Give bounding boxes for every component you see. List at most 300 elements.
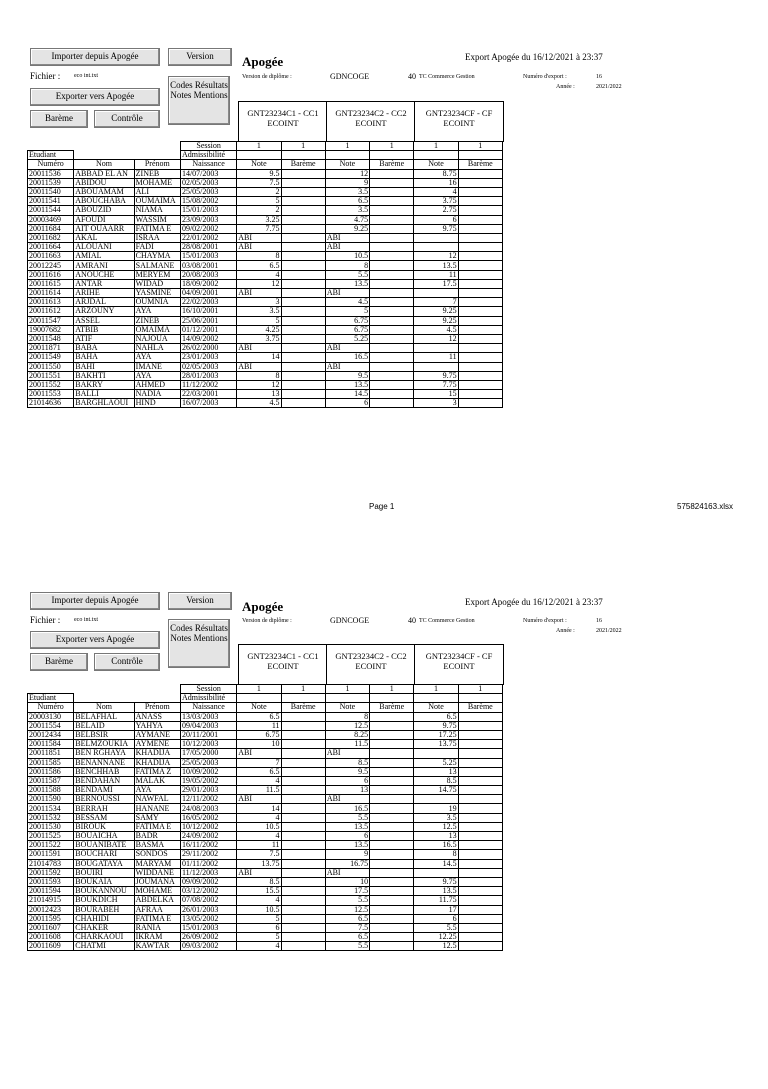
grade-note: 12 <box>237 279 281 288</box>
grade-note: 12.5 <box>414 822 458 831</box>
student-name: ABOUZID <box>74 206 134 215</box>
grade-note: 10.5 <box>325 252 369 261</box>
grade-note: 13.75 <box>237 859 281 868</box>
student-birthdate: 29/11/2002 <box>180 850 236 859</box>
student-number: 20011607 <box>28 923 74 932</box>
grade-bareme <box>458 923 502 932</box>
grade-note: 9.25 <box>414 307 458 316</box>
grade-bareme <box>458 749 502 758</box>
student-firstname: SALMANE <box>134 261 180 270</box>
grade-note: 5.5 <box>325 270 369 279</box>
session-label: Session <box>180 685 236 694</box>
student-birthdate: 09/02/2002 <box>180 224 236 233</box>
grade-bareme <box>281 933 325 942</box>
grade-note: 3 <box>237 298 281 307</box>
table-row <box>28 877 503 886</box>
student-firstname: KHADIJA <box>134 758 180 767</box>
grade-note: 6.75 <box>325 325 369 334</box>
student-name: ANOUCHE <box>74 270 134 279</box>
grade-bareme <box>458 786 502 795</box>
grade-note: 5 <box>237 316 281 325</box>
table-row <box>28 289 503 298</box>
student-name: BOUKANNOU <box>74 887 134 896</box>
session-value: 1 <box>237 142 281 151</box>
student-number: 20011522 <box>28 841 74 850</box>
grade-note: 6.5 <box>237 767 281 776</box>
grade-bareme <box>370 344 414 353</box>
grade-bareme <box>370 841 414 850</box>
session-value: 1 <box>414 685 458 694</box>
grade-bareme <box>281 233 325 242</box>
grade-bareme <box>458 279 502 288</box>
numero-export-label: Numéro d'export : <box>523 74 567 80</box>
student-name: ARJDAL <box>74 298 134 307</box>
grade-note: 8 <box>325 712 369 721</box>
controle-button[interactable]: Contrôle <box>94 110 160 128</box>
numero-export-value: 16 <box>596 74 602 80</box>
student-firstname: WIDDANE <box>134 868 180 877</box>
numero-export-label: Numéro d'export : <box>523 618 567 624</box>
student-number: 20011525 <box>28 832 74 841</box>
grade-bareme <box>458 868 502 877</box>
student-number: 20011540 <box>28 187 74 196</box>
student-number: 20011547 <box>28 316 74 325</box>
column-header-note: Note <box>325 160 369 169</box>
table-row <box>28 813 503 822</box>
grade-bareme <box>370 270 414 279</box>
table-row <box>28 740 503 749</box>
grade-note: 6 <box>414 215 458 224</box>
grade-bareme <box>281 298 325 307</box>
cf-header: GNT23234CF - CF ECOINT <box>425 651 493 671</box>
student-birthdate: 22/03/2001 <box>180 390 236 399</box>
import-apogee-button[interactable]: Importer depuis Apogée <box>30 592 160 610</box>
column-header-bareme: Barème <box>458 160 502 169</box>
grade-note: 12.5 <box>325 905 369 914</box>
student-birthdate: 26/09/2002 <box>180 933 236 942</box>
grade-bareme <box>458 721 502 730</box>
grade-note: 5 <box>237 197 281 206</box>
table-row <box>28 362 503 371</box>
student-number: 19007682 <box>28 325 74 334</box>
student-firstname: NAJOUA <box>134 334 180 343</box>
table-row <box>28 896 503 905</box>
student-number: 20011609 <box>28 942 74 951</box>
grade-bareme <box>458 942 502 951</box>
student-firstname: AYA <box>134 353 180 362</box>
grade-note <box>414 795 458 804</box>
student-birthdate: 16/05/2002 <box>180 813 236 822</box>
table-row <box>28 933 503 942</box>
session-value: 1 <box>325 685 369 694</box>
grade-bareme <box>458 712 502 721</box>
grade-note: 5.5 <box>414 923 458 932</box>
session-value: 1 <box>370 142 414 151</box>
student-birthdate: 28/08/2001 <box>180 243 236 252</box>
grade-bareme <box>458 215 502 224</box>
student-firstname: ALI <box>134 187 180 196</box>
empty-cell <box>134 685 180 694</box>
grade-bareme <box>370 353 414 362</box>
grade-note: 19 <box>414 804 458 813</box>
student-number: 20011534 <box>28 804 74 813</box>
grade-note: 4 <box>237 832 281 841</box>
column-header-note: Note <box>237 703 281 712</box>
table-row <box>28 914 503 923</box>
cf-header: GNT23234CF - CF ECOINT <box>425 108 493 128</box>
cc1-header: GNT23234C1 - CC1 ECOINT <box>247 651 319 671</box>
student-number: 20011591 <box>28 850 74 859</box>
grade-note: 10.5 <box>237 822 281 831</box>
grade-note: 9.5 <box>325 371 369 380</box>
grade-note: 3.5 <box>325 206 369 215</box>
grade-bareme <box>458 399 502 408</box>
student-firstname: KHADIJA <box>134 749 180 758</box>
grade-note: 15 <box>414 390 458 399</box>
column-header-numero: Numéro <box>28 160 74 169</box>
student-firstname: WASSIM <box>134 215 180 224</box>
grade-bareme <box>370 905 414 914</box>
grade-note: 16 <box>414 178 458 187</box>
grade-note: 13.5 <box>325 841 369 850</box>
grade-bareme <box>281 914 325 923</box>
grade-note: 6 <box>325 776 369 785</box>
grade-bareme <box>370 877 414 886</box>
grade-note: 12.5 <box>325 721 369 730</box>
export-apogee-button[interactable]: Exporter vers Apogée <box>30 88 160 106</box>
grade-note: 15.5 <box>237 887 281 896</box>
fichier-value: eco int.txt <box>74 73 98 79</box>
grade-note: ABI <box>237 344 281 353</box>
student-number: 20011553 <box>28 390 74 399</box>
grade-note: 9.25 <box>414 316 458 325</box>
grade-bareme <box>370 390 414 399</box>
grade-note <box>414 362 458 371</box>
grade-note: 4 <box>237 776 281 785</box>
column-header-bareme: Barème <box>370 160 414 169</box>
grade-bareme <box>370 914 414 923</box>
grade-bareme <box>370 261 414 270</box>
grade-bareme <box>281 721 325 730</box>
grade-note: 12 <box>414 252 458 261</box>
student-firstname: OMAIMA <box>134 325 180 334</box>
student-number: 20011614 <box>28 289 74 298</box>
grade-note: 10.5 <box>237 905 281 914</box>
grade-note: ABI <box>325 344 369 353</box>
grade-note: 4 <box>237 270 281 279</box>
grade-note: 14 <box>237 353 281 362</box>
cc2-header: GNT23234C2 - CC2 ECOINT <box>335 108 407 128</box>
grade-bareme <box>281 169 325 178</box>
table-row <box>28 325 503 334</box>
table-row <box>28 334 503 343</box>
column-header-bareme: Barème <box>281 703 325 712</box>
student-name: AFOUDI <box>74 215 134 224</box>
student-name: BELBSIR <box>74 730 134 739</box>
grade-bareme <box>458 887 502 896</box>
session-value: 1 <box>281 685 325 694</box>
grade-bareme <box>370 942 414 951</box>
grade-note: 6.5 <box>237 261 281 270</box>
grade-bareme <box>458 758 502 767</box>
student-name: BOUGATAYA <box>74 859 134 868</box>
grade-note: 11 <box>414 353 458 362</box>
student-firstname: AFRAA <box>134 905 180 914</box>
grade-bareme <box>458 795 502 804</box>
student-birthdate: 23/09/2003 <box>180 215 236 224</box>
grade-note: 2 <box>237 206 281 215</box>
student-number: 20011663 <box>28 252 74 261</box>
diplome-code: GDNCOGE <box>330 616 370 625</box>
student-birthdate: 10/12/2003 <box>180 740 236 749</box>
import-apogee-button[interactable]: Importer depuis Apogée <box>30 48 160 66</box>
student-name: AIT OUAARR <box>74 224 134 233</box>
grade-bareme <box>281 887 325 896</box>
student-firstname: MALAK <box>134 776 180 785</box>
session-value: 1 <box>281 142 325 151</box>
table-row <box>28 353 503 362</box>
student-number: 20011594 <box>28 887 74 896</box>
student-firstname: FATIMA E <box>134 822 180 831</box>
grade-note: 14 <box>237 804 281 813</box>
grade-note: 6.75 <box>325 316 369 325</box>
grade-bareme <box>458 859 502 868</box>
student-firstname: WIDAD <box>134 279 180 288</box>
grade-note: 13 <box>237 390 281 399</box>
grade-note: 8.75 <box>414 169 458 178</box>
grade-note: 2.75 <box>414 206 458 215</box>
grade-note: 4 <box>237 942 281 951</box>
student-name: BENDAMI <box>74 786 134 795</box>
grade-bareme <box>370 233 414 242</box>
grade-note: 5 <box>237 914 281 923</box>
student-birthdate: 18/09/2002 <box>180 279 236 288</box>
table-row <box>28 390 503 399</box>
etudiant-label: Etudiant <box>28 151 74 160</box>
grade-note: 16.5 <box>325 804 369 813</box>
table-row <box>28 767 503 776</box>
grade-bareme <box>370 896 414 905</box>
grade-note: 6.5 <box>325 197 369 206</box>
grade-bareme <box>458 169 502 178</box>
student-name: BOUCHARI <box>74 850 134 859</box>
grade-bareme <box>281 270 325 279</box>
grade-note: 6.5 <box>237 712 281 721</box>
student-firstname: AYA <box>134 786 180 795</box>
grade-note: 5 <box>325 307 369 316</box>
grade-note: 12 <box>325 169 369 178</box>
student-name: BIROUK <box>74 822 134 831</box>
student-name: BAKRY <box>74 380 134 389</box>
grade-note: ABI <box>237 289 281 298</box>
grade-bareme <box>458 362 502 371</box>
student-name: AMIAL <box>74 252 134 261</box>
student-firstname: AYMENE <box>134 740 180 749</box>
student-birthdate: 26/02/2000 <box>180 344 236 353</box>
table-row <box>28 261 503 270</box>
grade-bareme <box>458 344 502 353</box>
grade-note <box>414 344 458 353</box>
grade-note: 13.75 <box>414 740 458 749</box>
fichier-label: Fichier : <box>30 615 61 625</box>
grade-bareme <box>281 749 325 758</box>
student-name: BAKHTI <box>74 371 134 380</box>
session-value: 1 <box>458 142 502 151</box>
student-birthdate: 01/12/2001 <box>180 325 236 334</box>
bareme-button[interactable]: Barème <box>30 110 88 128</box>
student-firstname: NADIA <box>134 390 180 399</box>
grade-bareme <box>281 923 325 932</box>
column-header-nom: Nom <box>74 160 134 169</box>
table-row <box>28 859 503 868</box>
grade-note: 10 <box>325 877 369 886</box>
grade-note: ABI <box>325 289 369 298</box>
grade-note: 4.25 <box>237 325 281 334</box>
session-label: Session <box>180 142 236 151</box>
grade-bareme <box>281 795 325 804</box>
grade-note: 7.5 <box>237 850 281 859</box>
column-header-note: Note <box>325 703 369 712</box>
grade-bareme <box>281 206 325 215</box>
table-row <box>28 344 503 353</box>
student-name: BAHA <box>74 353 134 362</box>
student-number: 20011584 <box>28 740 74 749</box>
student-name: ABIDOU <box>74 178 134 187</box>
student-birthdate: 19/05/2002 <box>180 776 236 785</box>
empty-cell <box>414 694 458 703</box>
grade-note: 13.5 <box>414 887 458 896</box>
grade-note: 9.25 <box>325 224 369 233</box>
grade-note: 4.75 <box>325 215 369 224</box>
student-firstname: NAHLA <box>134 344 180 353</box>
student-firstname: YAHYA <box>134 721 180 730</box>
grade-bareme <box>370 730 414 739</box>
diplome-name: TC Commerce Gestion <box>419 618 475 624</box>
grade-bareme <box>458 767 502 776</box>
student-firstname: YASMINE <box>134 289 180 298</box>
grade-bareme <box>370 206 414 215</box>
student-firstname: IMANE <box>134 362 180 371</box>
grade-note: ABI <box>325 749 369 758</box>
grade-note: 8.5 <box>414 776 458 785</box>
grade-bareme <box>370 325 414 334</box>
empty-cell <box>74 151 134 160</box>
page-number: Page 1 <box>369 502 395 511</box>
grade-bareme <box>370 933 414 942</box>
grade-bareme <box>370 767 414 776</box>
student-number: 20011551 <box>28 371 74 380</box>
student-number: 20011613 <box>28 298 74 307</box>
grade-note: 13.5 <box>325 822 369 831</box>
codes-resultats-button[interactable]: Codes Résultats Notes Mentions <box>168 76 230 125</box>
grade-bareme <box>458 252 502 261</box>
grade-bareme <box>281 353 325 362</box>
grade-bareme <box>458 233 502 242</box>
annee-label: Année : <box>556 84 575 90</box>
student-number: 20011592 <box>28 868 74 877</box>
student-name: BABA <box>74 344 134 353</box>
grade-note: 5.25 <box>414 758 458 767</box>
student-name: BELAFHAL <box>74 712 134 721</box>
student-number: 20011871 <box>28 344 74 353</box>
student-name: ATIF <box>74 334 134 343</box>
grade-bareme <box>458 914 502 923</box>
session-value: 1 <box>370 685 414 694</box>
grade-note: 13 <box>325 786 369 795</box>
grade-note: 4.5 <box>237 399 281 408</box>
student-firstname: MOHAME <box>134 887 180 896</box>
student-birthdate: 02/05/2003 <box>180 362 236 371</box>
table-row <box>28 206 503 215</box>
grade-bareme <box>370 740 414 749</box>
empty-cell <box>134 694 180 703</box>
student-birthdate: 03/12/2002 <box>180 887 236 896</box>
bareme-button[interactable]: Barème <box>30 653 88 671</box>
grade-bareme <box>370 758 414 767</box>
grade-bareme <box>370 749 414 758</box>
controle-button[interactable]: Contrôle <box>94 653 160 671</box>
column-header-note: Note <box>237 160 281 169</box>
student-firstname: MARYAM <box>134 859 180 868</box>
grade-note: 13 <box>414 832 458 841</box>
grade-bareme <box>370 279 414 288</box>
cc1-header: GNT23234C1 - CC1 ECOINT <box>247 108 319 128</box>
grade-note: 3.5 <box>325 187 369 196</box>
grade-bareme <box>458 776 502 785</box>
grade-note: 9.75 <box>414 371 458 380</box>
grade-bareme <box>370 215 414 224</box>
version-button[interactable]: Version <box>168 592 232 610</box>
grade-bareme <box>370 224 414 233</box>
table-row <box>28 252 503 261</box>
student-name: ABOUAMAM <box>74 187 134 196</box>
grade-note: 7.75 <box>237 224 281 233</box>
grade-note: 9.75 <box>414 721 458 730</box>
grade-note: 4.5 <box>325 298 369 307</box>
table-row <box>28 712 503 721</box>
grade-bareme <box>458 804 502 813</box>
grade-note: 7 <box>414 298 458 307</box>
empty-cell <box>74 142 134 151</box>
grade-note: 16.75 <box>325 859 369 868</box>
column-header-prenom: Prénom <box>134 703 180 712</box>
table-row <box>28 832 503 841</box>
grade-note: 3.5 <box>414 813 458 822</box>
student-birthdate: 16/07/2003 <box>180 399 236 408</box>
app-title: Apogée <box>242 599 284 614</box>
empty-cell <box>458 694 502 703</box>
grade-note: ABI <box>237 749 281 758</box>
grade-bareme <box>281 380 325 389</box>
grade-bareme <box>370 923 414 932</box>
column-header-row <box>28 160 503 169</box>
diplome-num: 40 <box>408 616 416 625</box>
student-firstname: MERYEM <box>134 270 180 279</box>
student-firstname: FATIMA E <box>134 224 180 233</box>
version-button[interactable]: Version <box>168 48 232 66</box>
codes-resultats-button[interactable]: Codes Résultats Notes Mentions <box>168 619 230 668</box>
export-apogee-button[interactable]: Exporter vers Apogée <box>30 631 160 649</box>
grade-bareme <box>458 178 502 187</box>
grade-bareme <box>458 841 502 850</box>
student-birthdate: 24/09/2002 <box>180 832 236 841</box>
grade-bareme <box>281 758 325 767</box>
grade-bareme <box>281 859 325 868</box>
grade-note: 8.25 <box>325 730 369 739</box>
app-title: Apogée <box>242 54 284 69</box>
grade-bareme <box>458 270 502 279</box>
table-row <box>28 224 503 233</box>
